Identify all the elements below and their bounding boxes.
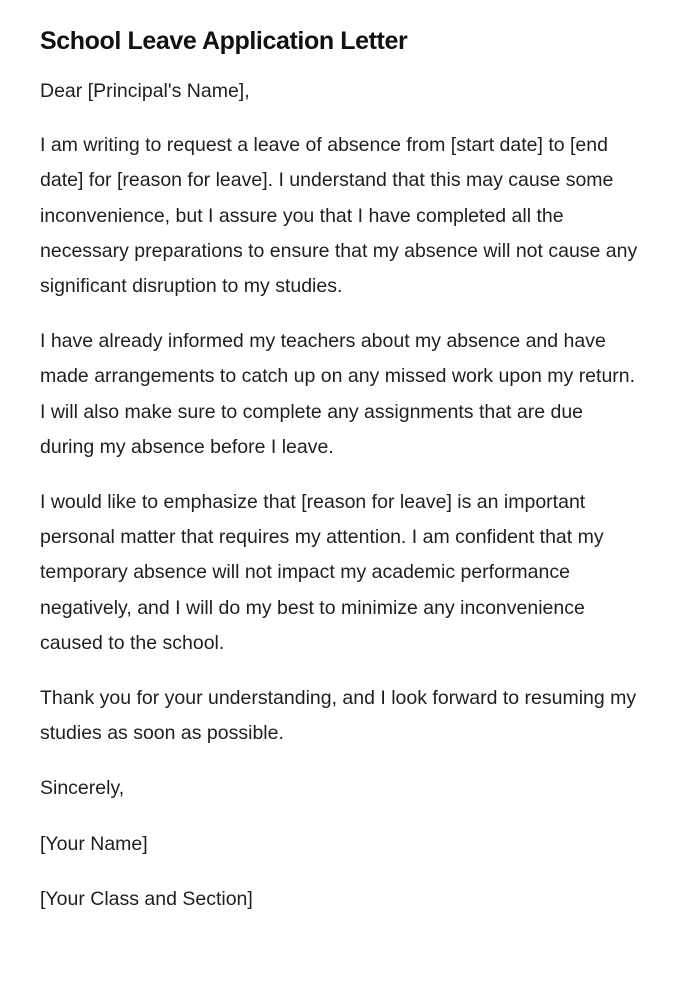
letter-paragraph-2: I have already informed my teachers about my absence and have made arrangements to catch up on any missed work upon my return. I will also make sure to complete any assignments that are due during my absence before I leave. bbox=[40, 330, 636, 458]
letter-paragraph-3: I would like to emphasize that [reason for leave] is an important personal matter that requires my attention. I am confident that my temporary absence will not impact my academic performance negatively, and I will do my best to minimize any inconvenience caused to the school. bbox=[40, 491, 604, 654]
letter-paragraph-1: I am writing to request a leave of absence from [start date] to [end date] for [reason for leave]. I understand that this may cause some inconvenience, but I assure you that I have completed all the necessary preparations to ensure that my absence will not cause any significant disruption to my studies. bbox=[40, 134, 638, 298]
letter-title: School Leave Application Letter bbox=[40, 27, 408, 55]
signature-name: [Your Name] bbox=[40, 832, 148, 855]
signature-class-section: [Your Class and Section] bbox=[40, 887, 253, 910]
letter-greeting: Dear [Principal's Name], bbox=[40, 80, 250, 102]
letter-paragraph-4: Thank you for your understanding, and I look forward to resuming my studies as soon as possible. bbox=[40, 687, 637, 745]
letter-closing: Sincerely, bbox=[40, 777, 125, 800]
